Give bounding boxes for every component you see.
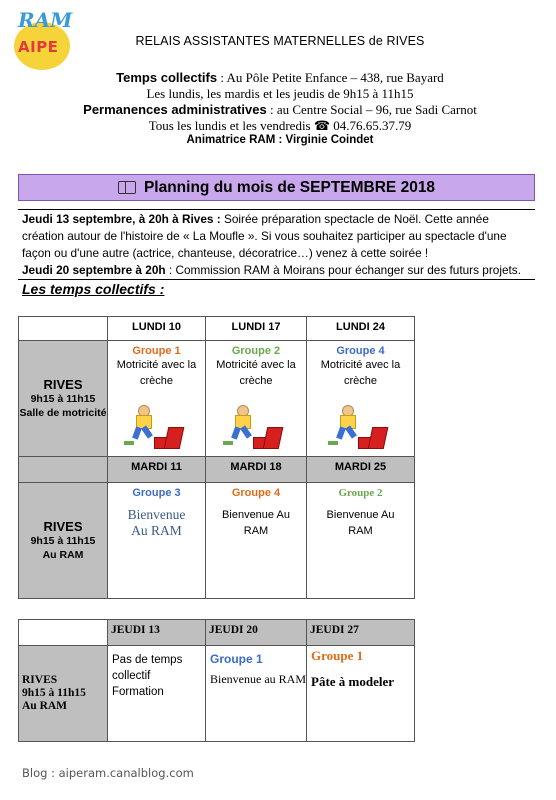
place-cell	[19, 646, 108, 742]
session-cell	[108, 483, 206, 599]
announcement-2-text: : Commission RAM à Moirans pour échanger sur des futurs projets.	[165, 263, 521, 277]
day-header: MARDI 18	[206, 457, 307, 483]
activity-label: Motricité avec la crèche	[216, 359, 296, 387]
place-room: Salle de motricité	[19, 407, 107, 419]
motricity-child-icon	[122, 399, 192, 449]
group-label: Groupe 3	[132, 487, 181, 499]
activity-label: Bienvenue Au RAM	[127, 507, 186, 538]
session-cell	[206, 646, 307, 742]
temps-collectifs-address: : Au Pôle Petite Enfance – 438, rue Bayard	[217, 70, 444, 85]
place-hours: 9h15 à 11h15	[22, 687, 86, 699]
permanences-address: : au Centre Social – 96, rue Sadi Carnot	[266, 102, 477, 117]
session-cell	[206, 341, 307, 457]
announcement-2-date: Jeudi 20 septembre à 20h	[22, 263, 166, 277]
divider-top	[18, 209, 535, 210]
logo-ram-text: RAM	[18, 8, 73, 32]
gray-spacer-cell	[19, 457, 108, 483]
day-header: MARDI 25	[307, 457, 415, 483]
document-title: RELAIS ASSISTANTES MATERNELLES de RIVES	[135, 34, 425, 48]
logo-aipe-text: AIPE	[18, 38, 59, 56]
divider-bottom	[18, 279, 535, 280]
activity-label: Bienvenue Au RAM	[222, 509, 290, 537]
place-name: RIVES	[43, 519, 83, 534]
motricity-child-icon	[221, 399, 291, 449]
activity-label: Pas de temps collectif Formation	[112, 654, 183, 698]
place-cell	[19, 483, 108, 599]
header-line-2: Les lundis, les mardis et les jeudis de 9h15 à 11h15	[146, 86, 414, 101]
temps-collectifs-label: Temps collectifs	[116, 70, 218, 85]
activity-label: Motricité avec la crèche	[116, 359, 197, 387]
day-header: MARDI 11	[108, 457, 206, 483]
day-header: JEUDI 27	[307, 620, 415, 646]
activity-label: Bienvenue Au RAM	[326, 509, 395, 537]
activity-label: Bienvenue au RAM	[210, 672, 306, 686]
day-header: LUNDI 24	[307, 317, 415, 341]
place-room: Au RAM	[22, 700, 68, 712]
place-name: RIVES	[22, 674, 58, 686]
place-hours: 9h15 à 11h15	[30, 535, 96, 547]
animatrice-line: Animatrice RAM : Virginie Coindet	[186, 134, 374, 146]
permanences-label: Permanences administratives	[83, 102, 267, 117]
session-cell	[307, 483, 415, 599]
group-label: Groupe 1	[132, 345, 181, 357]
session-cell	[108, 646, 206, 742]
section-subtitle: Les temps collectifs :	[22, 281, 165, 297]
activity-label: Motricité avec la crèche	[320, 359, 401, 387]
place-room: Au RAM	[42, 549, 84, 561]
group-label: Groupe 1	[311, 648, 364, 663]
empty-corner-cell	[19, 620, 108, 646]
group-label: Groupe 2	[338, 487, 383, 499]
day-header: JEUDI 20	[206, 620, 307, 646]
ram-aipe-logo	[10, 8, 72, 72]
announcement-1-date: Jeudi 13 septembre, à 20h à Rives :	[22, 212, 221, 226]
day-header: LUNDI 10	[108, 317, 206, 341]
header-line-3	[80, 102, 480, 118]
group-label: Groupe 2	[231, 345, 281, 357]
place-hours: 9h15 à 11h15	[30, 393, 96, 405]
place-cell	[19, 341, 108, 457]
group-label: Groupe 4	[336, 345, 385, 357]
session-cell	[307, 341, 415, 457]
announcement-1	[22, 211, 534, 262]
planning-table-thursday	[18, 619, 415, 742]
motricity-child-icon	[326, 399, 396, 449]
planning-table-monday-tuesday	[18, 316, 415, 599]
header-line-1	[80, 70, 480, 86]
group-label: Groupe 4	[231, 487, 281, 499]
group-label: Groupe 1	[210, 652, 263, 666]
book-icon	[118, 181, 136, 194]
announcement-1-text: Soirée préparation spectacle de Noël. Cette année création autour de l'histoire de « La Moufle ». Si vous souhaitez participer au spectacle d'une façon ou d'une autre (actrice, chanteuse, décoratrice…) venez à cette soirée !	[22, 212, 507, 260]
day-header: LUNDI 17	[206, 317, 307, 341]
session-cell	[307, 646, 415, 742]
session-cell	[108, 341, 206, 457]
place-name: RIVES	[43, 377, 83, 392]
header-info	[80, 70, 480, 146]
announcement-2	[22, 262, 534, 279]
empty-corner-cell	[19, 317, 108, 341]
header-line-4: Tous les lundis et les vendredis ☎ 04.76.65.37.79	[148, 118, 412, 133]
session-cell	[206, 483, 307, 599]
planning-banner	[18, 174, 535, 201]
day-header: JEUDI 13	[108, 620, 206, 646]
blog-footer: Blog : aiperam.canalblog.com	[22, 766, 194, 780]
activity-label: Pâte à modeler	[311, 674, 395, 689]
banner-title: Planning du mois de SEPTEMBRE 2018	[143, 178, 436, 196]
